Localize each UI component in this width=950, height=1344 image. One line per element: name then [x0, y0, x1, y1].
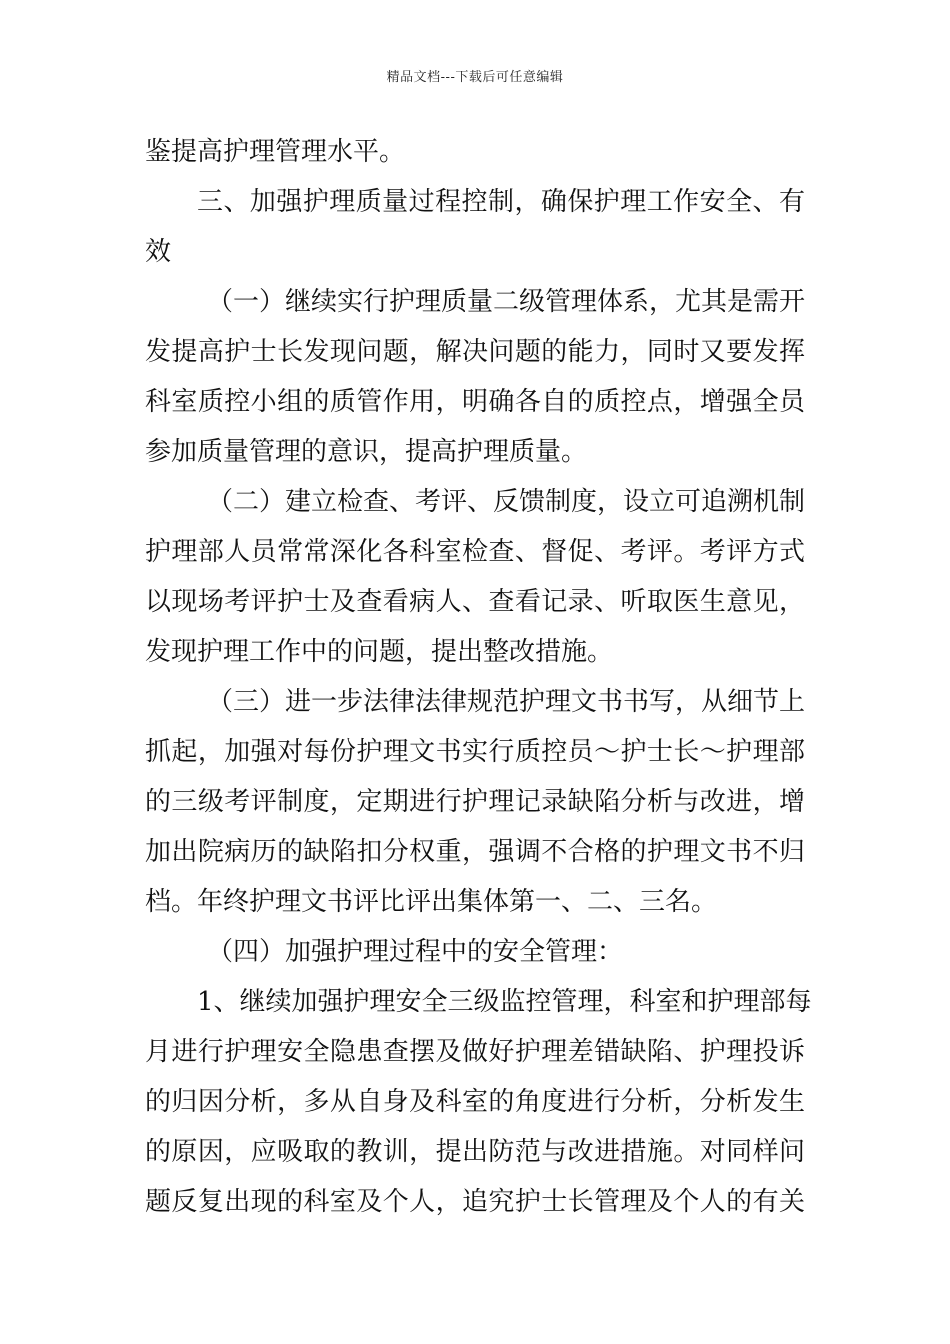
page-header: 精品文档---下载后可任意编辑: [386, 70, 564, 85]
document-body: [145, 127, 812, 1227]
text-line: 的三级考评制度，定期进行护理记录缺陷分析与改进，增: [145, 787, 805, 817]
text-line: 的原因，应吸取的教训，提出防范与改进措施。对同样问: [145, 1137, 805, 1167]
text-line: 发提高护士长发现问题，解决问题的能力，同时又要发挥: [145, 337, 805, 367]
subsection-1-start: （一）继续实行护理质量二级管理体系，尤其是需开: [207, 287, 806, 317]
text-line: 护理部人员常常深化各科室检查、督促、考评。考评方式: [145, 537, 805, 567]
section-heading-3: 三、加强护理质量过程控制，确保护理工作安全、有: [197, 187, 805, 217]
text-line: 科室质控小组的质管作用，明确各自的质控点，增强全员: [145, 387, 805, 417]
text-line: 题反复出现的科室及个人，追究护士长管理及个人的有关: [145, 1187, 805, 1217]
subsection-2-start: （二）建立检查、考评、反馈制度，设立可追溯机制: [207, 487, 806, 517]
text-line: 的归因分析，多从自身及科室的角度进行分析，分析发生: [145, 1087, 805, 1117]
text-line: 效: [145, 237, 172, 267]
subsection-4-heading: （四）加强护理过程中的安全管理：: [207, 937, 624, 967]
text-line: 加出院病历的缺陷扣分权重，强调不合格的护理文书不归: [145, 837, 805, 867]
text-line: 月进行护理安全隐患查摆及做好护理差错缺陷、护理投诉: [145, 1037, 805, 1067]
text-line: 以现场考评护士及查看病人、查看记录、听取医生意见，: [145, 587, 805, 617]
text-line: 抓起，加强对每份护理文书实行质控员～护士长～护理部: [145, 737, 805, 767]
subsection-3-start: （三）进一步法律法律规范护理文书书写，从细节上: [207, 687, 806, 717]
text-line: 参加质量管理的意识，提高护理质量。: [145, 437, 588, 467]
text-line: 鉴提高护理管理水平。: [145, 137, 406, 167]
text-line: 发现护理工作中的问题，提出整改措施。: [145, 637, 614, 667]
item-1-start: 1、继续加强护理安全三级监控管理，科室和护理部每: [197, 987, 812, 1017]
text-line: 档。年终护理文书评比评出集体第一、二、三名。: [145, 887, 718, 917]
